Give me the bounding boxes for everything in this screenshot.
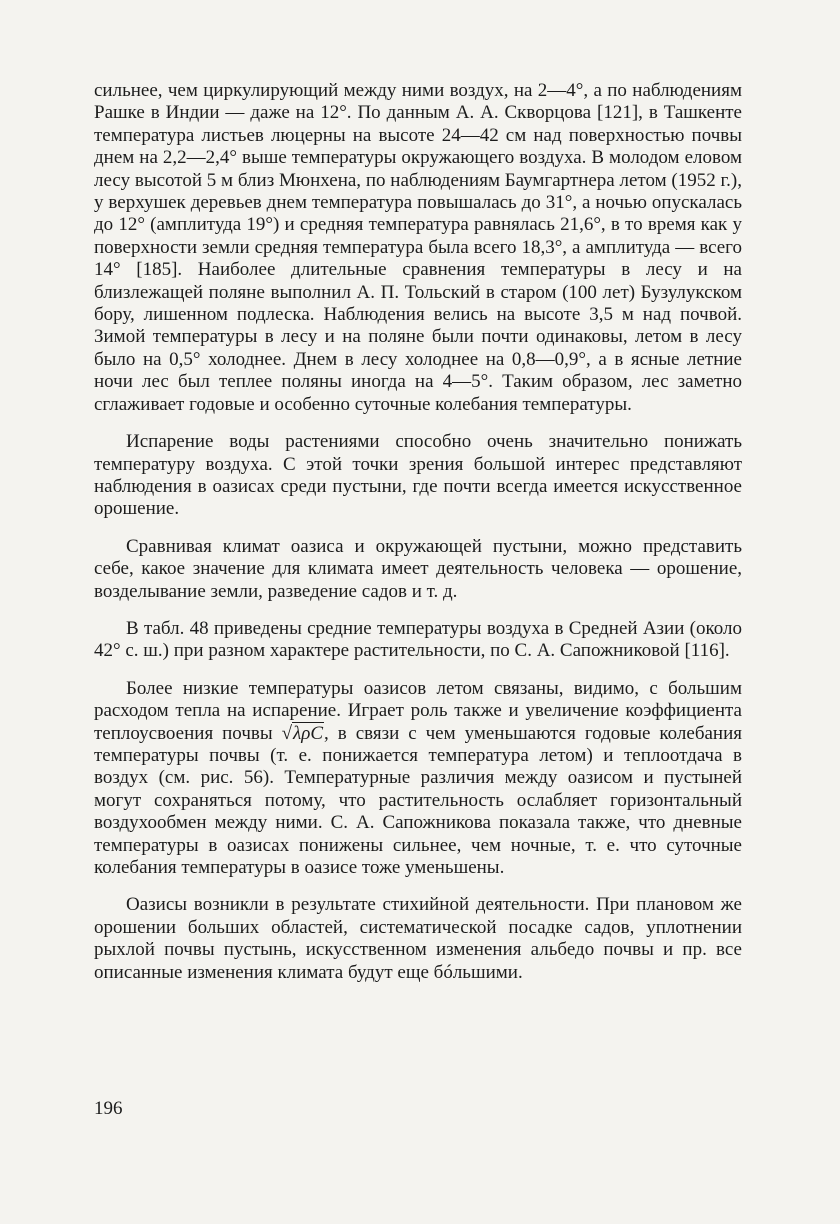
page-body — [94, 80, 742, 999]
thermal-inertia-formula — [282, 722, 324, 744]
paragraph-5-text-before: Более низкие температуры оазисов летом связаны, видимо, с большим расходом тепла на испарение. Играет роль также и увеличение коэффициента теплоусвоения почвы — [94, 677, 742, 744]
paragraph-2: Испарение воды растениями способно очень значительно понижать температуру воздуха. С этой точки зрения большой интерес представляют наблюдения в оазисах среди пустыни, где почти всегда имеется искусственное орошение. — [94, 431, 742, 520]
paragraph-6: Оазисы возникли в результате стихийной деятельности. При плановом же орошении больших областей, систематической посадке садов, уплотнении рыхлой почвы пустынь, искусственном изменения альбедо почвы и пр. все описанные изменения климата будут еще бóльшими. — [94, 894, 742, 983]
page-number: 196 — [94, 1098, 123, 1119]
paragraph-3: Сравнивая климат оазиса и окружающей пустыни, можно представить себе, какое значение для климата имеет деятельность человека — орошение, возделывание земли, разведение садов и т. д. — [94, 535, 742, 602]
square-root-sign: √ — [281, 722, 293, 744]
paragraph-1: сильнее, чем циркулирующий между ними воздух, на 2—4°, а по наблюдениям Рашке в Индии — даже на 12°. По данным А. А. Скворцова [121], в Ташкенте температура листьев люцерны на высоте 24—42 см над поверхностью почвы днем на 2,2—2,4° выше температуры окружающего воздуха. В молодом еловом лесу высотой 5 м близ Мюнхена, по наблюдениям Баумгартнера летом (1952 г.), у верхушек деревьев днем температура повышалась до 31°, а ночью опускалась до 12° (амплитуда 19°) и средняя температура равнялась 21,6°, в то время как у поверхности земли средняя температура была всего 18,3°, а амплитуда — всего 14° [185]. Наиболее длительные сравнения температуры в лесу и на близлежащей поляне выполнил А. П. Тольский в старом (100 лет) Бузулукском бору, лишенном подлеска. Наблюдения велись на высоте 3,5 м над почвой. Зимой температуры в лесу и на поляне были почти одинаковы, летом в лесу было на 0,5° холоднее. Днем в лесу холоднее на 0,8—0,9°, а в ясные летние ночи лес был теплее поляны иногда на 4—5°. Таким образом, лес заметно сглаживает годовые и особенно суточные колебания температуры. — [94, 80, 742, 415]
formula-radicand: λρC — [293, 722, 324, 744]
paragraph-5 — [94, 678, 742, 880]
paragraph-5-text-after: , в связи с чем уменьшаются годовые колебания температуры почвы (т. е. понижается температура летом) и теплоотдача в воздух (см. рис. 56). Температурные различия между оазисом и пустыней могут сохраняться потому, что растительность ослабляет горизонтальный воздухообмен между ними. С. А. Сапожникова показала также, что дневные температуры в оазисах понижены сильнее, чем ночные, т. е. что суточные колебания температуры в оазисе тоже уменьшены. — [94, 722, 742, 878]
paragraph-4: В табл. 48 приведены средние температуры воздуха в Средней Азии (около 42° с. ш.) при разном характере растительности, по С. А. Сапожниковой [116]. — [94, 617, 742, 662]
